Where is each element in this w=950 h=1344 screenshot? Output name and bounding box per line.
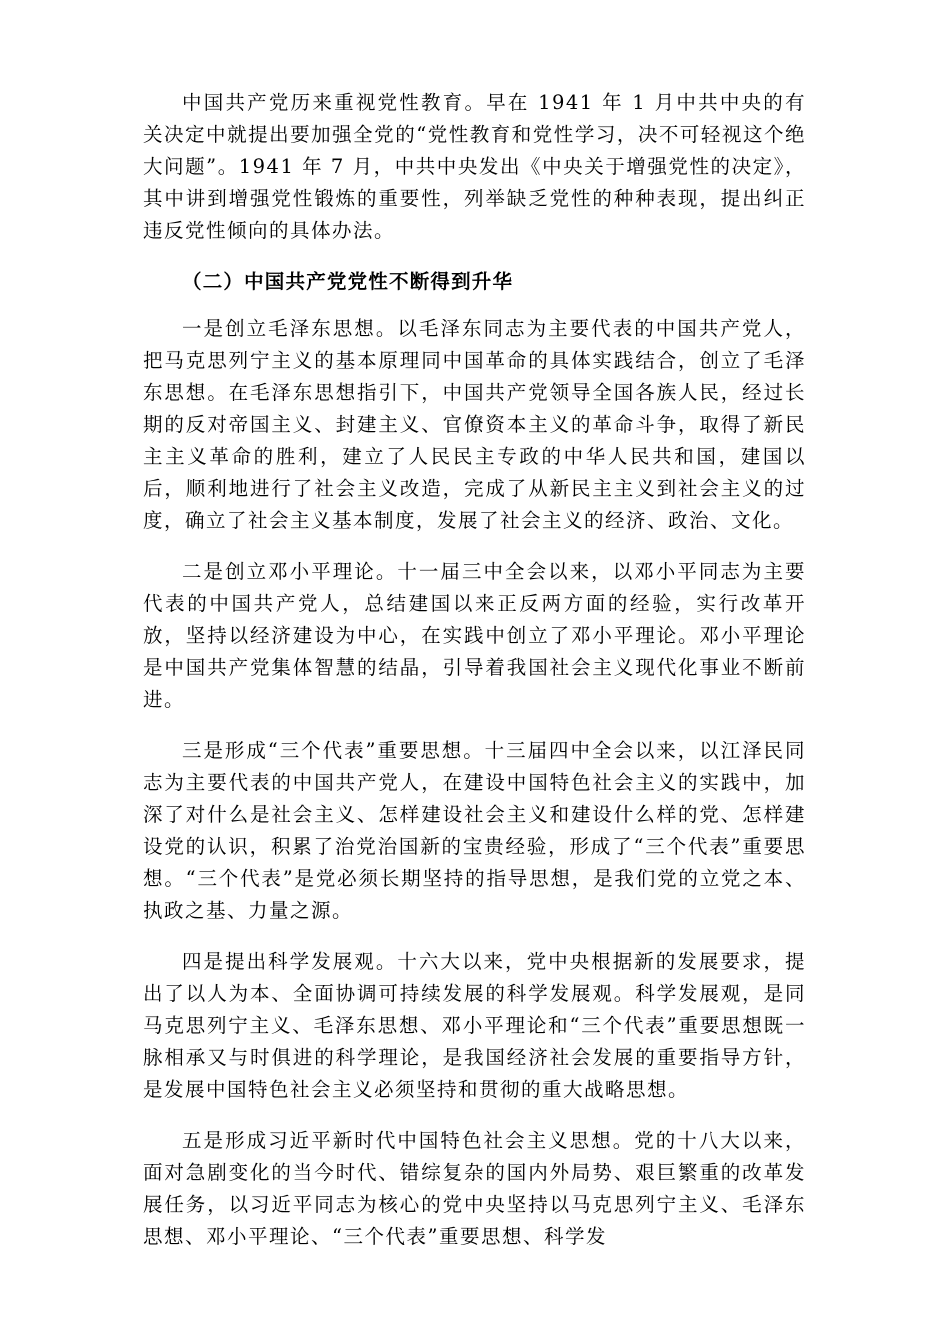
document-page (143, 87, 806, 1272)
section-heading: （二）中国共产党党性不断得到升华 (182, 270, 514, 293)
paragraph-party-spirit-education: 中国共产党历来重视党性教育。早在 1941 年 1 月中共中央的有关决定中就提出要加强全党的“党性教育和党性学习，决不可轻视这个绝大问题”。1941 年 7 月，中共中央发出《中央关于增强党性的决定》，其中讲到增强党性锻炼的重要性，列举缺乏党性的种种表现，提出纠正违反党性倾向的具体办法。 (143, 91, 806, 242)
paragraph-mao-zedong-thought: 一是创立毛泽东思想。以毛泽东同志为主要代表的中国共产党人，把马克思列宁主义的基本原理同中国革命的具体实践结合，创立了毛泽东思想。在毛泽东思想指引下，中国共产党领导全国各族人民，经过长期的反对帝国主义、封建主义、官僚资本主义的革命斗争，取得了新民主主义革命的胜利，建立了人民民主专政的中华人民共和国，建国以后，顺利地进行了社会主义改造，完成了从新民主主义到社会主义的过度，确立了社会主义基本制度，发展了社会主义的经济、政治、文化。 (143, 317, 806, 532)
paragraph-three-represents: 三是形成“三个代表”重要思想。十三届四中全会以来，以江泽民同志为主要代表的中国共产党人，在建设中国特色社会主义的实践中，加深了对什么是社会主义、怎样建设社会主义和建设什么样的党、怎样建设党的认识，积累了治党治国新的宝贵经验，形成了“三个代表”重要思想。“三个代表”是党必须长期坚持的指导思想，是我们党的立党之本、执政之基、力量之源。 (143, 739, 806, 922)
paragraph-xi-jinping-thought: 五是形成习近平新时代中国特色社会主义思想。党的十八大以来，面对急剧变化的当今时代、错综复杂的国内外局势、艰巨繁重的改革发展任务，以习近平同志为核心的党中央坚持以马克思列宁主义、毛泽东思想、邓小平理论、“三个代表”重要思想、科学发 (143, 1129, 806, 1248)
paragraph-scientific-outlook: 四是提出科学发展观。十六大以来，党中央根据新的发展要求，提出了以人为本、全面协调可持续发展的科学发展观。科学发展观，是同马克思列宁主义、毛泽东思想、邓小平理论和“三个代表”重要思想既一脉相承又与时俱进的科学理论，是我国经济社会发展的重要指导方针，是发展中国特色社会主义必须坚持和贯彻的重大战略思想。 (143, 950, 806, 1101)
paragraph-deng-xiaoping-theory: 二是创立邓小平理论。十一届三中全会以来，以邓小平同志为主要代表的中国共产党人，总结建国以来正反两方面的经验，实行改革开放，坚持以经济建设为中心，在实践中创立了邓小平理论。邓小平理论是中国共产党集体智慧的结晶，引导着我国社会主义现代化事业不断前进。 (143, 560, 806, 711)
